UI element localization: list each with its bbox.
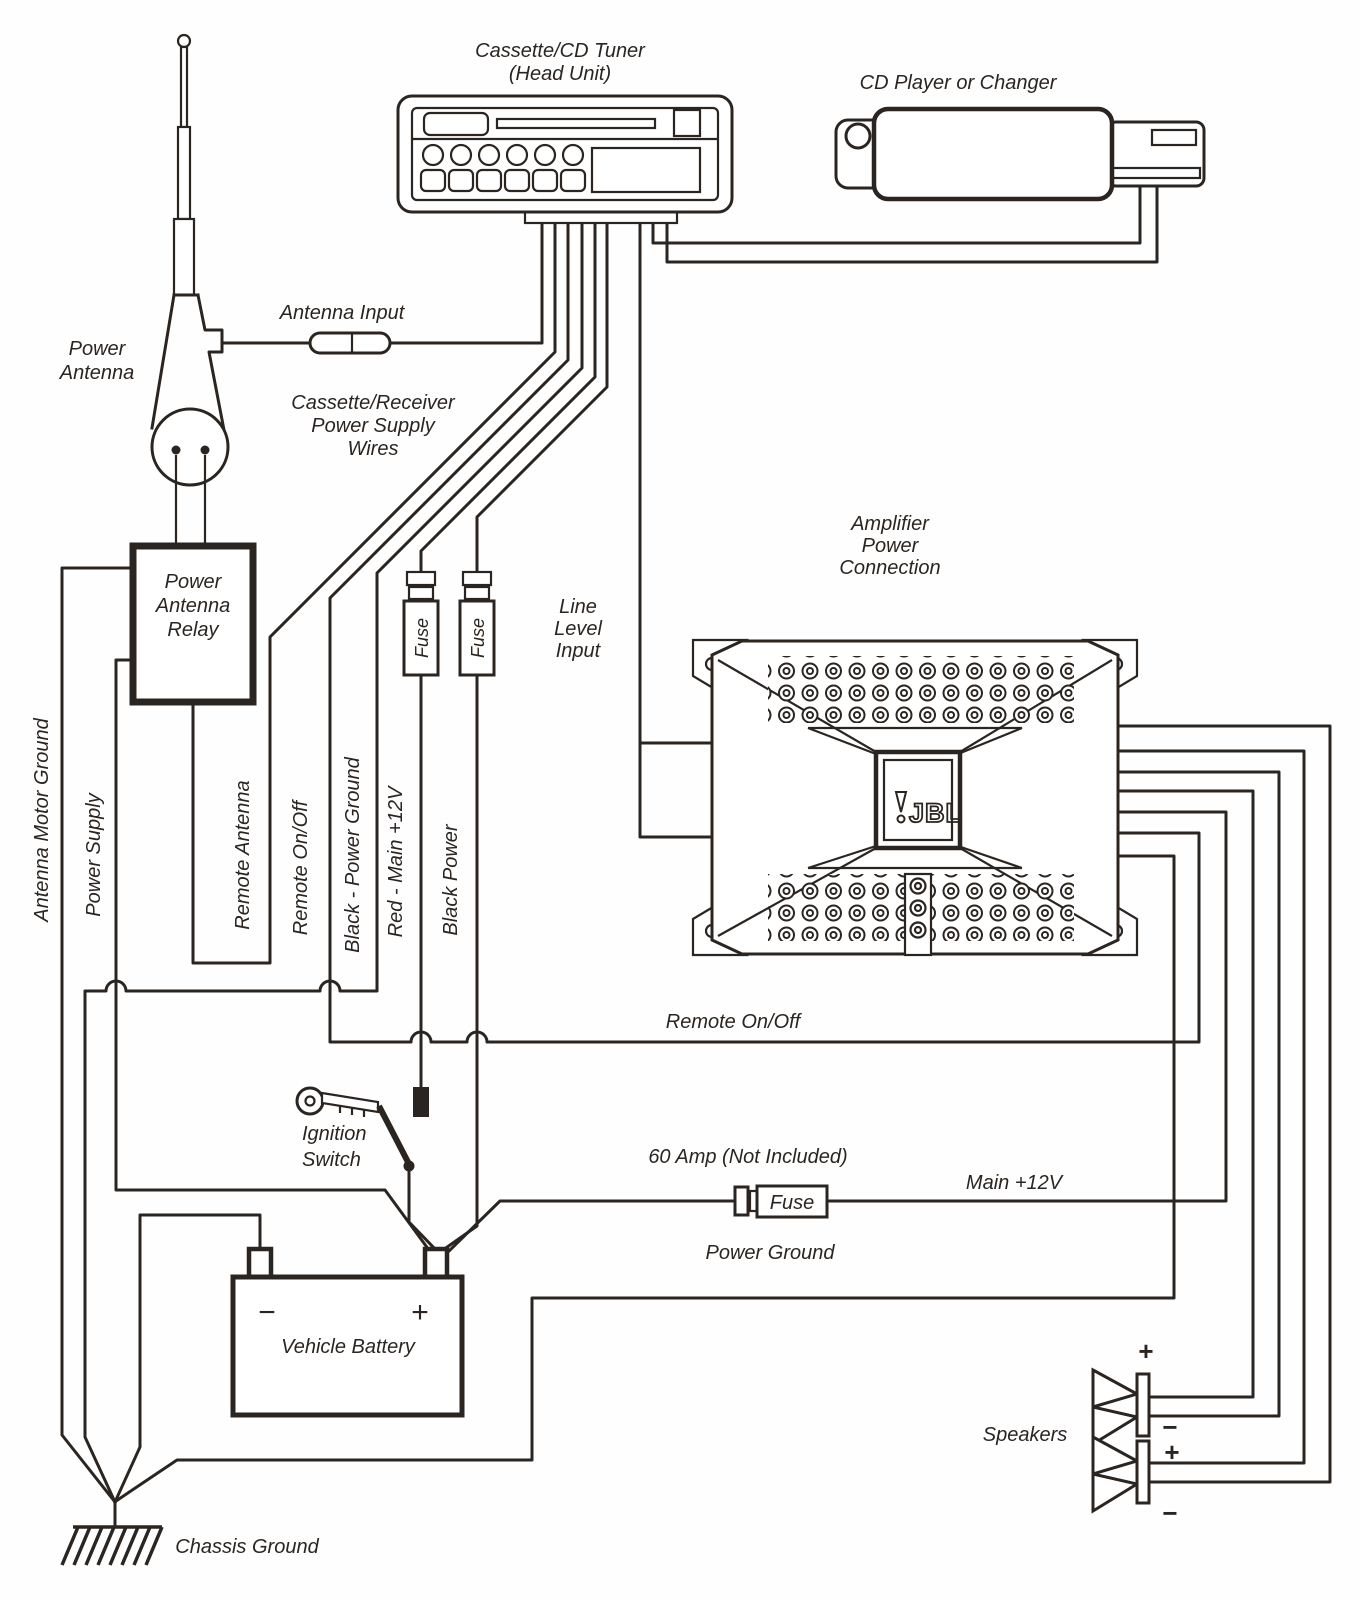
antenna-mast-2 — [178, 127, 190, 219]
head-unit-knob — [423, 145, 443, 165]
speaker1-plus-sign: + — [1138, 1336, 1154, 1366]
red-main-12v-label: Red - Main +12V — [385, 786, 407, 938]
amp-vent-hole — [915, 905, 921, 911]
black-power-wire-bottom — [443, 675, 477, 1250]
ignition-label-2: Switch — [302, 1149, 361, 1171]
antenna-motor-ground-wire — [62, 568, 133, 1502]
antenna-mast-3 — [174, 219, 194, 295]
head-unit-button — [477, 170, 501, 191]
remote-antenna-label: Remote Antenna — [232, 780, 254, 930]
head-unit-knob — [451, 145, 471, 165]
speakers — [1093, 1370, 1149, 1511]
head-unit-knob — [535, 145, 555, 165]
head-unit-button — [561, 170, 585, 191]
amplifier-label-3: Connection — [839, 557, 941, 579]
fuse2-label: Fuse — [468, 617, 488, 659]
fuse-cap — [409, 587, 433, 599]
line-level-wire — [640, 222, 714, 837]
speaker1-plus-wire — [1114, 791, 1253, 1397]
head-unit-knob — [507, 145, 527, 165]
cd-player-slot — [1112, 168, 1200, 178]
antenna-tip — [178, 35, 190, 47]
head-unit-label-1: Cassette/CD Tuner — [475, 40, 645, 62]
amp-vent-hole — [915, 883, 921, 889]
power-antenna-label-1: Power — [68, 338, 126, 360]
relay-label-2: Antenna — [155, 595, 231, 617]
cd-player — [836, 109, 1204, 199]
antenna-terminal — [201, 446, 210, 455]
black-power-ground-label: Black - Power Ground — [342, 757, 364, 953]
speaker2-driver — [1137, 1441, 1149, 1503]
vehicle-battery — [233, 1249, 462, 1415]
head-unit-button — [421, 170, 445, 191]
fuse-cap — [407, 572, 435, 585]
ignition-label-1: Ignition — [302, 1123, 367, 1145]
speaker2-plus-sign: + — [1164, 1437, 1180, 1467]
amp-vent-hole — [915, 927, 921, 933]
head-unit-button — [533, 170, 557, 191]
antenna-input-wire — [390, 222, 542, 343]
ground-hatching-icon — [62, 1527, 162, 1565]
main-12v-label: Main +12V — [965, 1172, 1063, 1194]
line-level-label-1: Line — [559, 596, 597, 618]
fuse-cap — [735, 1187, 748, 1215]
fuse-cap — [463, 572, 491, 585]
speaker1-driver — [1137, 1374, 1149, 1436]
key-hole — [306, 1097, 315, 1106]
switch-lever — [379, 1106, 409, 1164]
main-12v-wire-left — [449, 1201, 735, 1251]
remote-onoff-run-label: Remote On/Off — [665, 1011, 801, 1033]
head-unit-display — [592, 148, 700, 192]
jbl-logo: JBL — [909, 798, 964, 828]
chassis-ground-label: Chassis Ground — [175, 1536, 319, 1558]
power-antenna-label-2: Antenna — [59, 362, 135, 384]
head-unit-label-2: (Head Unit) — [508, 63, 612, 85]
antenna-base — [152, 409, 228, 485]
supply-wires-label-1: Cassette/Receiver — [291, 392, 455, 414]
speaker2-cone — [1093, 1437, 1137, 1474]
speakers-label: Speakers — [982, 1424, 1068, 1446]
speaker1-cone — [1093, 1407, 1137, 1444]
antenna-input-label: Antenna Input — [279, 302, 405, 324]
switch-battery-wire — [409, 1166, 436, 1250]
amp-fuse-label: 60 Amp (Not Included) — [648, 1146, 848, 1168]
battery-post-negative — [249, 1249, 271, 1277]
battery-label: Vehicle Battery — [281, 1336, 415, 1358]
head-unit-button — [505, 170, 529, 191]
speaker1-minus-sign: − — [1162, 1412, 1178, 1442]
power-ground-label: Power Ground — [705, 1242, 835, 1264]
switch-pivot — [404, 1161, 415, 1172]
power-antenna — [152, 35, 390, 546]
head-unit-connector — [525, 212, 677, 223]
speaker1-cone — [1093, 1370, 1137, 1407]
battery-minus-sign: − — [258, 1296, 276, 1329]
line-level-label-2: Level — [554, 618, 602, 640]
cd-player-hole — [846, 124, 870, 148]
speaker2-minus-sign: − — [1162, 1498, 1178, 1528]
line-level-label-3: Input — [555, 640, 601, 662]
head-unit-cd-slot — [497, 119, 655, 128]
fuse1-label: Fuse — [412, 617, 432, 659]
black-power-label: Black Power — [440, 824, 462, 936]
head-unit-knob — [479, 145, 499, 165]
speaker2-minus-wire — [1114, 726, 1330, 1482]
fuse-cap — [465, 587, 489, 599]
head-unit-knob — [563, 145, 583, 165]
cd-player-body — [874, 109, 1112, 199]
fuse60-label: Fuse — [769, 1192, 815, 1214]
power-supply-wire — [116, 660, 429, 1250]
relay-label-3: Relay — [167, 619, 219, 641]
power-supply-label: Power Supply — [83, 793, 105, 917]
antenna-plug — [310, 333, 390, 353]
battery-post-positive — [425, 1249, 447, 1277]
remote-onoff-label: Remote On/Off — [290, 800, 312, 936]
cd-player-label: CD Player or Changer — [859, 72, 1057, 94]
antenna-terminal — [172, 446, 181, 455]
key-shaft — [322, 1093, 378, 1112]
battery-plus-sign: + — [411, 1296, 429, 1329]
supply-wires-label-3: Wires — [347, 438, 399, 460]
relay-label-1: Power — [164, 571, 222, 593]
cd-player-vent — [1152, 130, 1196, 145]
amplifier-label-1: Amplifier — [851, 513, 929, 535]
antenna-mast-1 — [181, 47, 187, 127]
head-unit-button — [449, 170, 473, 191]
chassis-ground — [62, 1502, 162, 1565]
antenna-motor-ground-label: Antenna Motor Ground — [31, 718, 53, 922]
head-unit — [398, 96, 732, 223]
supply-wires-label-2: Power Supply — [311, 415, 435, 437]
head-unit-display-left — [424, 113, 488, 135]
switch-contact — [413, 1087, 429, 1117]
amp-vents-top — [768, 656, 1074, 723]
amplifier-label-2: Power — [861, 535, 919, 557]
speaker2-cone — [1093, 1474, 1137, 1511]
head-unit-eject-button — [674, 110, 700, 136]
